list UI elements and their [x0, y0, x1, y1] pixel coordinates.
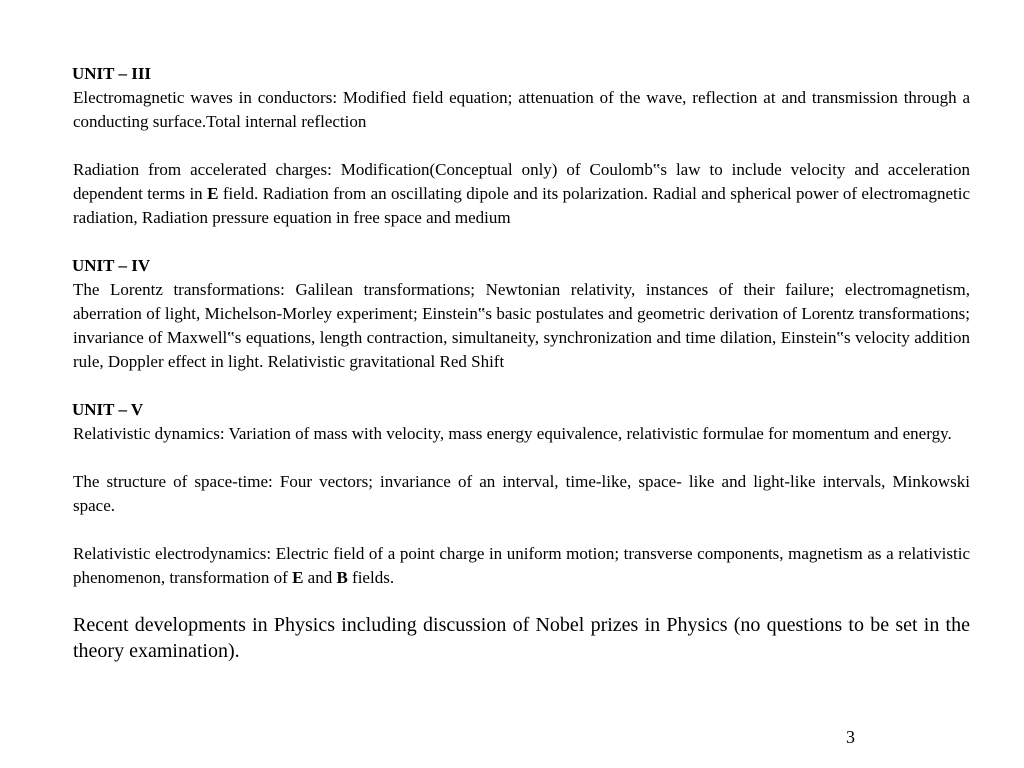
unit-3-paragraph-2	[73, 158, 970, 230]
unit-3-paragraph-1: Electromagnetic waves in conductors: Modified field equation; attenuation of the wave, reflection at and transmission through a conducting surface.Total internal reflection	[73, 88, 970, 131]
unit-5-p3-bold-e: E	[292, 568, 304, 587]
unit-3-p2-text-a: Radiation from accelerated charges: Modification(Conceptual only) of Coulomb‟s law to include velocity and acceleration dependent terms in	[73, 160, 970, 203]
unit-5-p3-text-a: Relativistic electrodynamics: Electric field of a point charge in uniform motion; transverse components, magnetism as a relativistic phenomenon, transformation of	[73, 544, 970, 587]
unit-5-paragraph-3	[73, 542, 970, 590]
unit-5-p3-bold-b: B	[336, 568, 348, 587]
unit-4-paragraph-1: The Lorentz transformations: Galilean transformations; Newtonian relativity, instances of their failure; electromagnetism, aberration of light, Michelson-Morley experiment; Einstein‟s basic postulates and geometric derivation of Lorentz transformations; invariance of Maxwell‟s equations, length contraction, simultaneity, synchronization and time dilation, Einstein‟s velocity addition rule, Doppler effect in light. Relativistic gravitational Red Shift	[73, 280, 970, 371]
unit-3-p2-bold-e: E	[207, 184, 219, 203]
recent-developments-paragraph: Recent developments in Physics including discussion of Nobel prizes in Physics (no questions to be set in the theory examination).	[73, 614, 970, 662]
unit-3-p2-text-b: field. Radiation from an oscillating dipole and its polarization. Radial and spherical power of electromagnetic radiation, Radiation pressure equation in free space and medium	[73, 184, 970, 227]
page-number: 3	[846, 727, 855, 747]
unit-3-heading: UNIT – III	[72, 64, 152, 83]
unit-5-heading: UNIT – V	[72, 400, 144, 419]
syllabus-page	[73, 62, 970, 664]
unit-5-p3-text-mid: and	[303, 568, 337, 587]
unit-5-paragraph-1: Relativistic dynamics: Variation of mass with velocity, mass energy equivalence, relativistic formulae for momentum and energy.	[73, 424, 952, 443]
unit-5-p3-text-end: fields.	[347, 568, 395, 587]
unit-4-heading: UNIT – IV	[72, 256, 151, 275]
unit-5-paragraph-2: The structure of space-time: Four vectors; invariance of an interval, time-like, space- like and light-like intervals, Minkowski space.	[73, 472, 970, 515]
